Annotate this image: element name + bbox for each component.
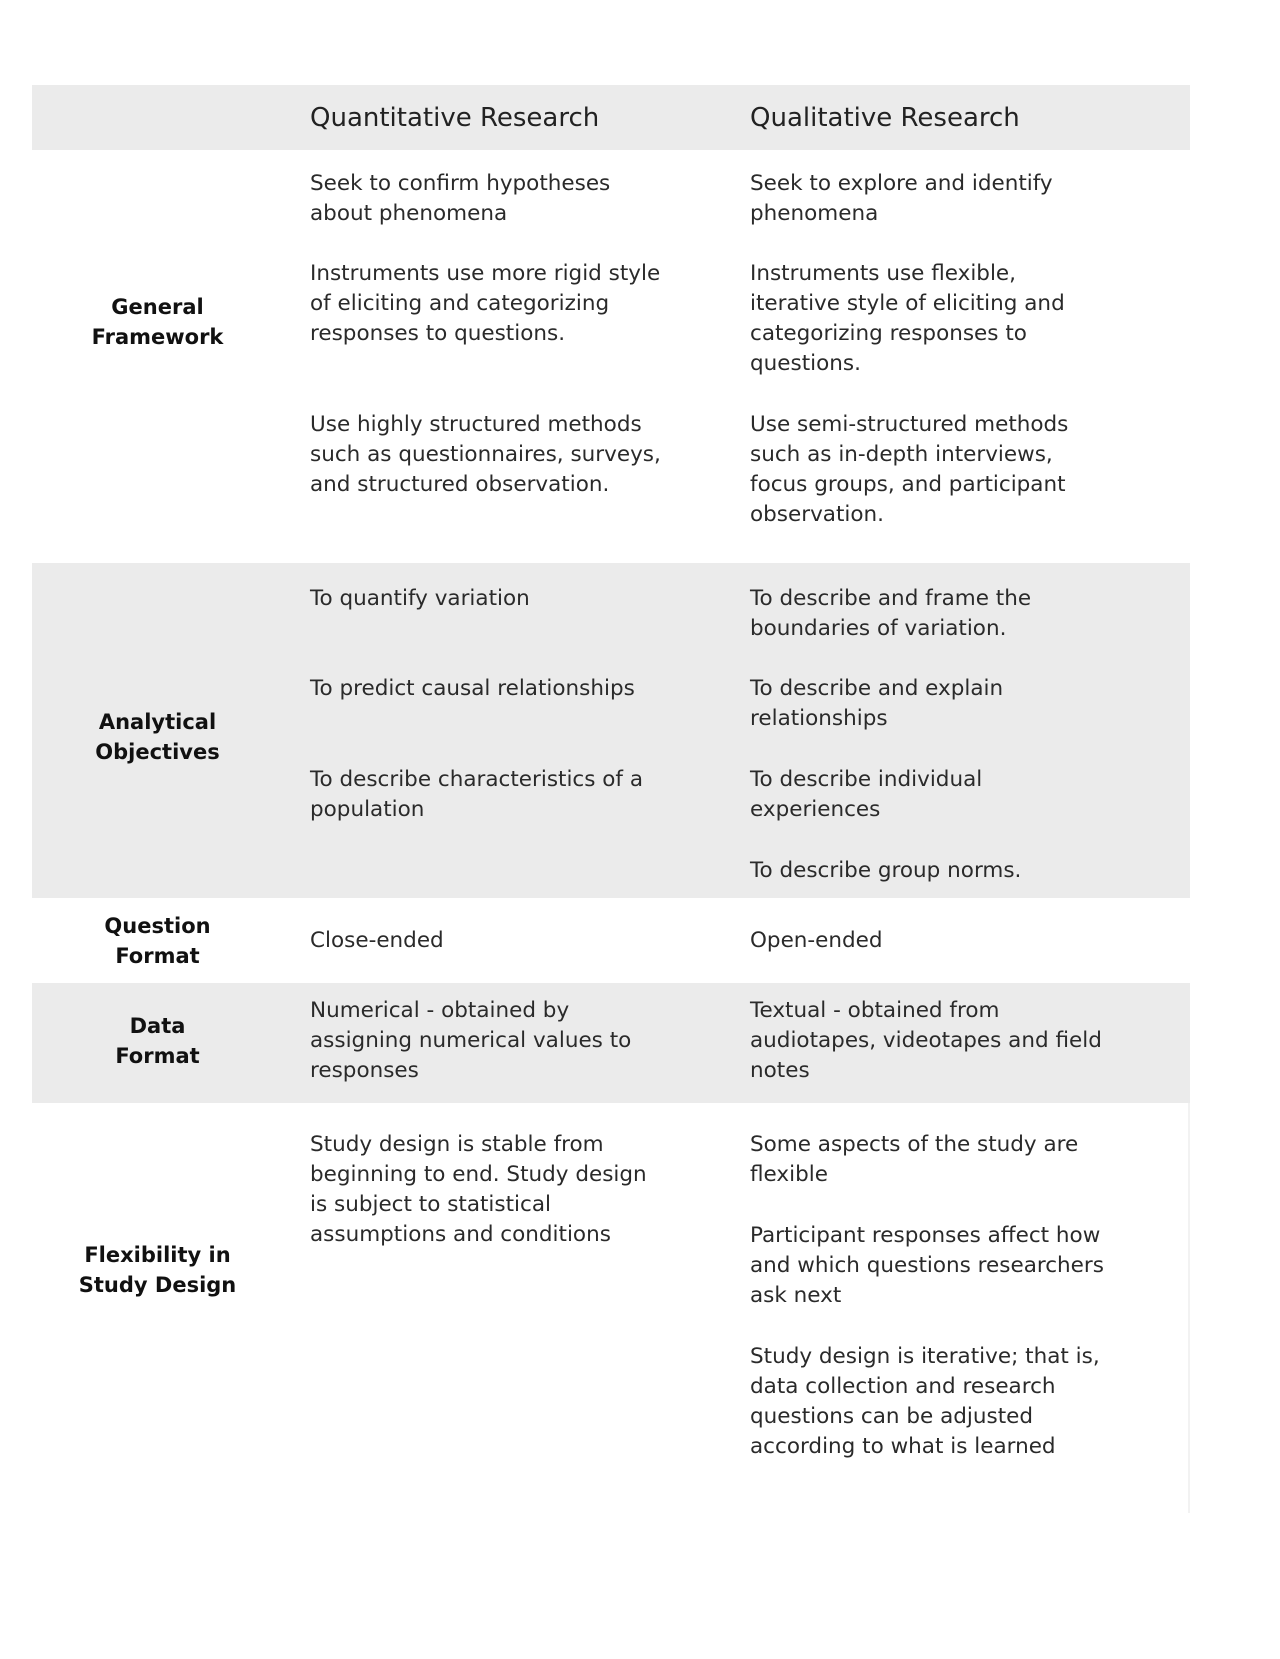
qualitative-cell-text: Some aspects of the study are flexible	[750, 1132, 1079, 1187]
qualitative-cell-text: Open-ended	[750, 928, 883, 953]
qualitative-cell-text: Instruments use flexible, iterative style of eliciting and categorizing responses to questions.	[750, 261, 1065, 376]
quantitative-cell-text: Instruments use more rigid style of eliciting and categorizing responses to questions.	[310, 261, 661, 346]
quantitative-cell-text: Study design is stable from beginning to end. Study design is subject to statistical assumptions and conditions	[310, 1132, 647, 1247]
quantitative-cell-text: To predict causal relationships	[310, 676, 635, 701]
row-label: Analytical Objectives	[95, 710, 220, 764]
qualitative-cell-text: Use semi-structured methods such as in-depth interviews, focus groups, and participant observation.	[750, 412, 1069, 527]
row-label: General Framework	[91, 295, 224, 349]
qualitative-cell-text: Textual - obtained from audiotapes, videotapes and field notes	[750, 998, 1102, 1083]
quantitative-cell-text: Close-ended	[310, 928, 444, 953]
quantitative-cell-text: Use highly structured methods such as questionnaires, surveys, and structured observation.	[310, 412, 661, 497]
qualitative-cell-text: To describe individual experiences	[750, 767, 983, 822]
quantitative-cell-text: To describe characteristics of a population	[310, 767, 644, 822]
header-quantitative: Quantitative Research	[310, 103, 600, 133]
qualitative-cell-text: Study design is iterative; that is, data collection and research questions can be adjusted according to what is learned	[750, 1344, 1100, 1459]
qualitative-cell-text: Seek to explore and identify phenomena	[750, 171, 1053, 226]
row-label: Question Format	[104, 914, 211, 968]
row-label: Data Format	[115, 1014, 200, 1068]
qualitative-cell-text: To describe and explain relationships	[750, 676, 1004, 731]
header-qualitative: Qualitative Research	[750, 103, 1020, 133]
qualitative-cell-text: Participant responses affect how and which questions researchers ask next	[750, 1223, 1104, 1308]
qualitative-cell-text: To describe and frame the boundaries of variation.	[750, 586, 1032, 641]
quantitative-cell-text: To quantify variation	[310, 586, 530, 611]
quantitative-cell-text: Seek to confirm hypotheses about phenomena	[310, 171, 611, 226]
qualitative-cell-text: To describe group norms.	[750, 858, 1022, 883]
table-border	[1188, 1103, 1190, 1513]
quantitative-cell-text: Numerical - obtained by assigning numerical values to responses	[310, 998, 632, 1083]
row-label: Flexibility in Study Design	[78, 1243, 237, 1297]
